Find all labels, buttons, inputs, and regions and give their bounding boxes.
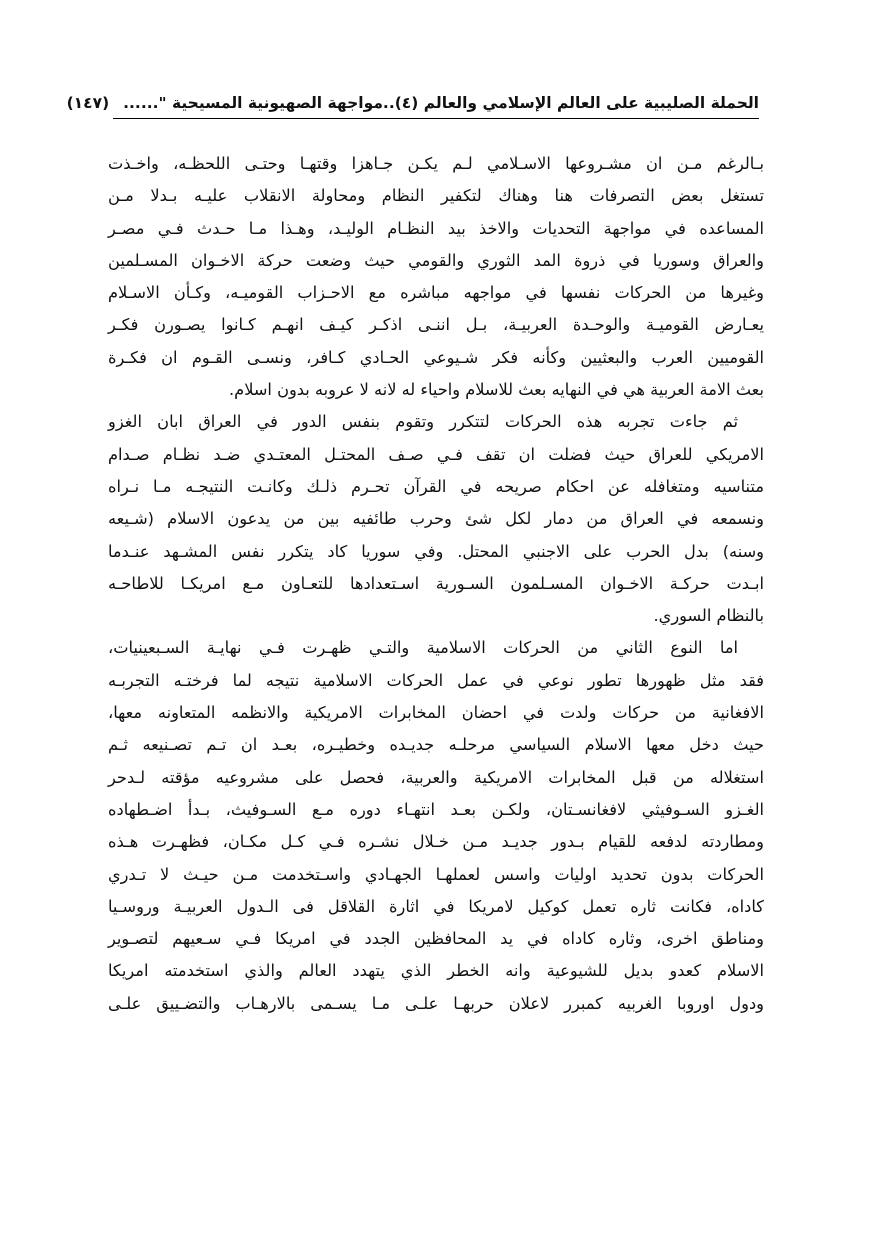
text-line: حيث دخل معها الاسلام السياسي مرحلـه جديـده وخطيـره، بعـد ان تـم تصـنيعه ثـم — [108, 735, 764, 755]
paragraph-1 — [108, 148, 764, 406]
page-number: (١٤٧) — [66, 94, 110, 112]
page-body — [108, 148, 764, 1020]
text-line: ومناطق اخرى، وثاره كاداه في يد المحافظين الجدد في امريكا فـي سـعيهم لتصـوير — [108, 929, 764, 949]
header-title: الحملة الصليبية على العالم الإسلامي والعالم (٤)..مواجهة الصهيونية المسيحية "...... — [123, 94, 759, 112]
text-line: بعث الامة العربية هي في النهايه بعث للاسلام واحياء له لانه لا عروبه بدون اسلام. — [229, 380, 764, 400]
text-line: وسنه) بدل الحرب على الاجنبي المحتل. وفي سوريا كاد يتكرر نفس المشـهد عنـدما — [108, 541, 764, 561]
running-header — [66, 88, 759, 119]
text-line: ثم جاءت تجربه هذه الحركات لتتكرر وتقوم بنفس الدور في العراق ابان الغزو — [108, 412, 738, 432]
text-line: المساعده في مواجهة التحديات والاخذ بيد النظـام الوليـد، وهـذا مـا حـدث فـي مصـر — [108, 218, 764, 238]
text-line: الغـزو السـوفيثي لافغانسـتان، ولكـن بعـد انتهـاء دوره مـع السـوفيث، بـدأ اضـطهاده — [108, 799, 764, 819]
paragraph-2 — [108, 406, 764, 632]
text-line: اما النوع الثاني من الحركات الاسلامية والتـي ظهـرت فـي نهايـة السـبعينيات، — [108, 638, 738, 658]
text-line: فقد مثل ظهورها تطور نوعي في عمل الحركات الاسلامية نتيجه لما فرختـه التجربـه — [108, 670, 764, 690]
text-line: وغيرها من الحركات نفسها في مواجهه مباشره مع الاحـزاب القوميـه، وكـأن الاسـلام — [108, 283, 764, 303]
text-line: ابـدت حركـة الاخـوان المسـلمون السـورية اسـتعدادها للتعـاون مـع امريكـا للاطاحـه — [108, 573, 764, 593]
text-line: كاداه، فكانت ثاره تعمل كوكيل لامريكا في اثارة القلاقل فى الـدول العربيـة وروسـيا — [108, 896, 764, 916]
text-line: بالنظام السوري. — [653, 606, 764, 626]
text-line: الحركات بدون تحديد اوليات واسس لعملهـا الجهـادي واسـتخدمت مـن حيـث لا تـدري — [108, 864, 764, 884]
text-line: ومطاردته لدفعه للقيام بـدور جديـد مـن خـلال نشـره فـي كـل مكـان، فظهـرت هـذه — [108, 832, 764, 852]
text-line: يعـارض القوميـة والوحـدة العربيـة، بـل اننـى اذكـر كيـف انهـم كـانوا يصـورن فكـر — [108, 315, 764, 335]
text-line: الاسلام كعدو بديل للشيوعية وانه الخطر الذي يتهدد العالم والذي استخدمته امريكا — [108, 961, 764, 981]
text-line: الافغانية من حركات ولدت في احضان المخابرات الامريكية والانظمه المتعاونه معها، — [108, 703, 764, 723]
text-line: والعراق وسوريا في ذروة المد الثوري والقومي حيث وضعت حركة الاخـوان المسـلمين — [108, 250, 764, 270]
text-line: استغلاله من قبل المخابرات الامريكية والعربية، فحصل على مشروعيه مؤقته لـدحر — [108, 767, 764, 787]
text-line: بـالرغم مـن ان مشـروعها الاسـلامي لـم يكـن جـاهزا وقتهـا وحتـى اللحظـه، واخـذت — [108, 154, 764, 173]
text-line: متناسيه ومتغافله عن احكام صريحه في القرآن تحـرم ذلـك وكانـت النتيجـه مـا نـراه — [108, 476, 764, 496]
paragraph-3 — [108, 632, 764, 1020]
text-line: ونسمعه في العراق من دمار لكل شئ وحرب طائفيه بين من يدعون الاسلام (شـيعه — [108, 509, 764, 529]
text-line: ودول اوروبا الغربيه كمبرر لاعلان حربهـا علـى مـا يسـمى بالارهـاب والتضـييق علـى — [108, 993, 764, 1013]
text-line: القوميين العرب والبعثيين وكأنه فكر شـيوعي الحـادي كـافر، ونسـى القـوم ان فكـرة — [108, 347, 764, 367]
text-line: تستغل بعض التصرفات هنا وهناك لتكفير النظام ومحاولة الانقلاب عليـه بـدلا مـن — [108, 186, 764, 206]
text-line: الامريكي للعراق حيث فضلت ان تقف فـي صـف المحتـل المعتـدي ضـد نظـام صـدام — [108, 444, 764, 464]
